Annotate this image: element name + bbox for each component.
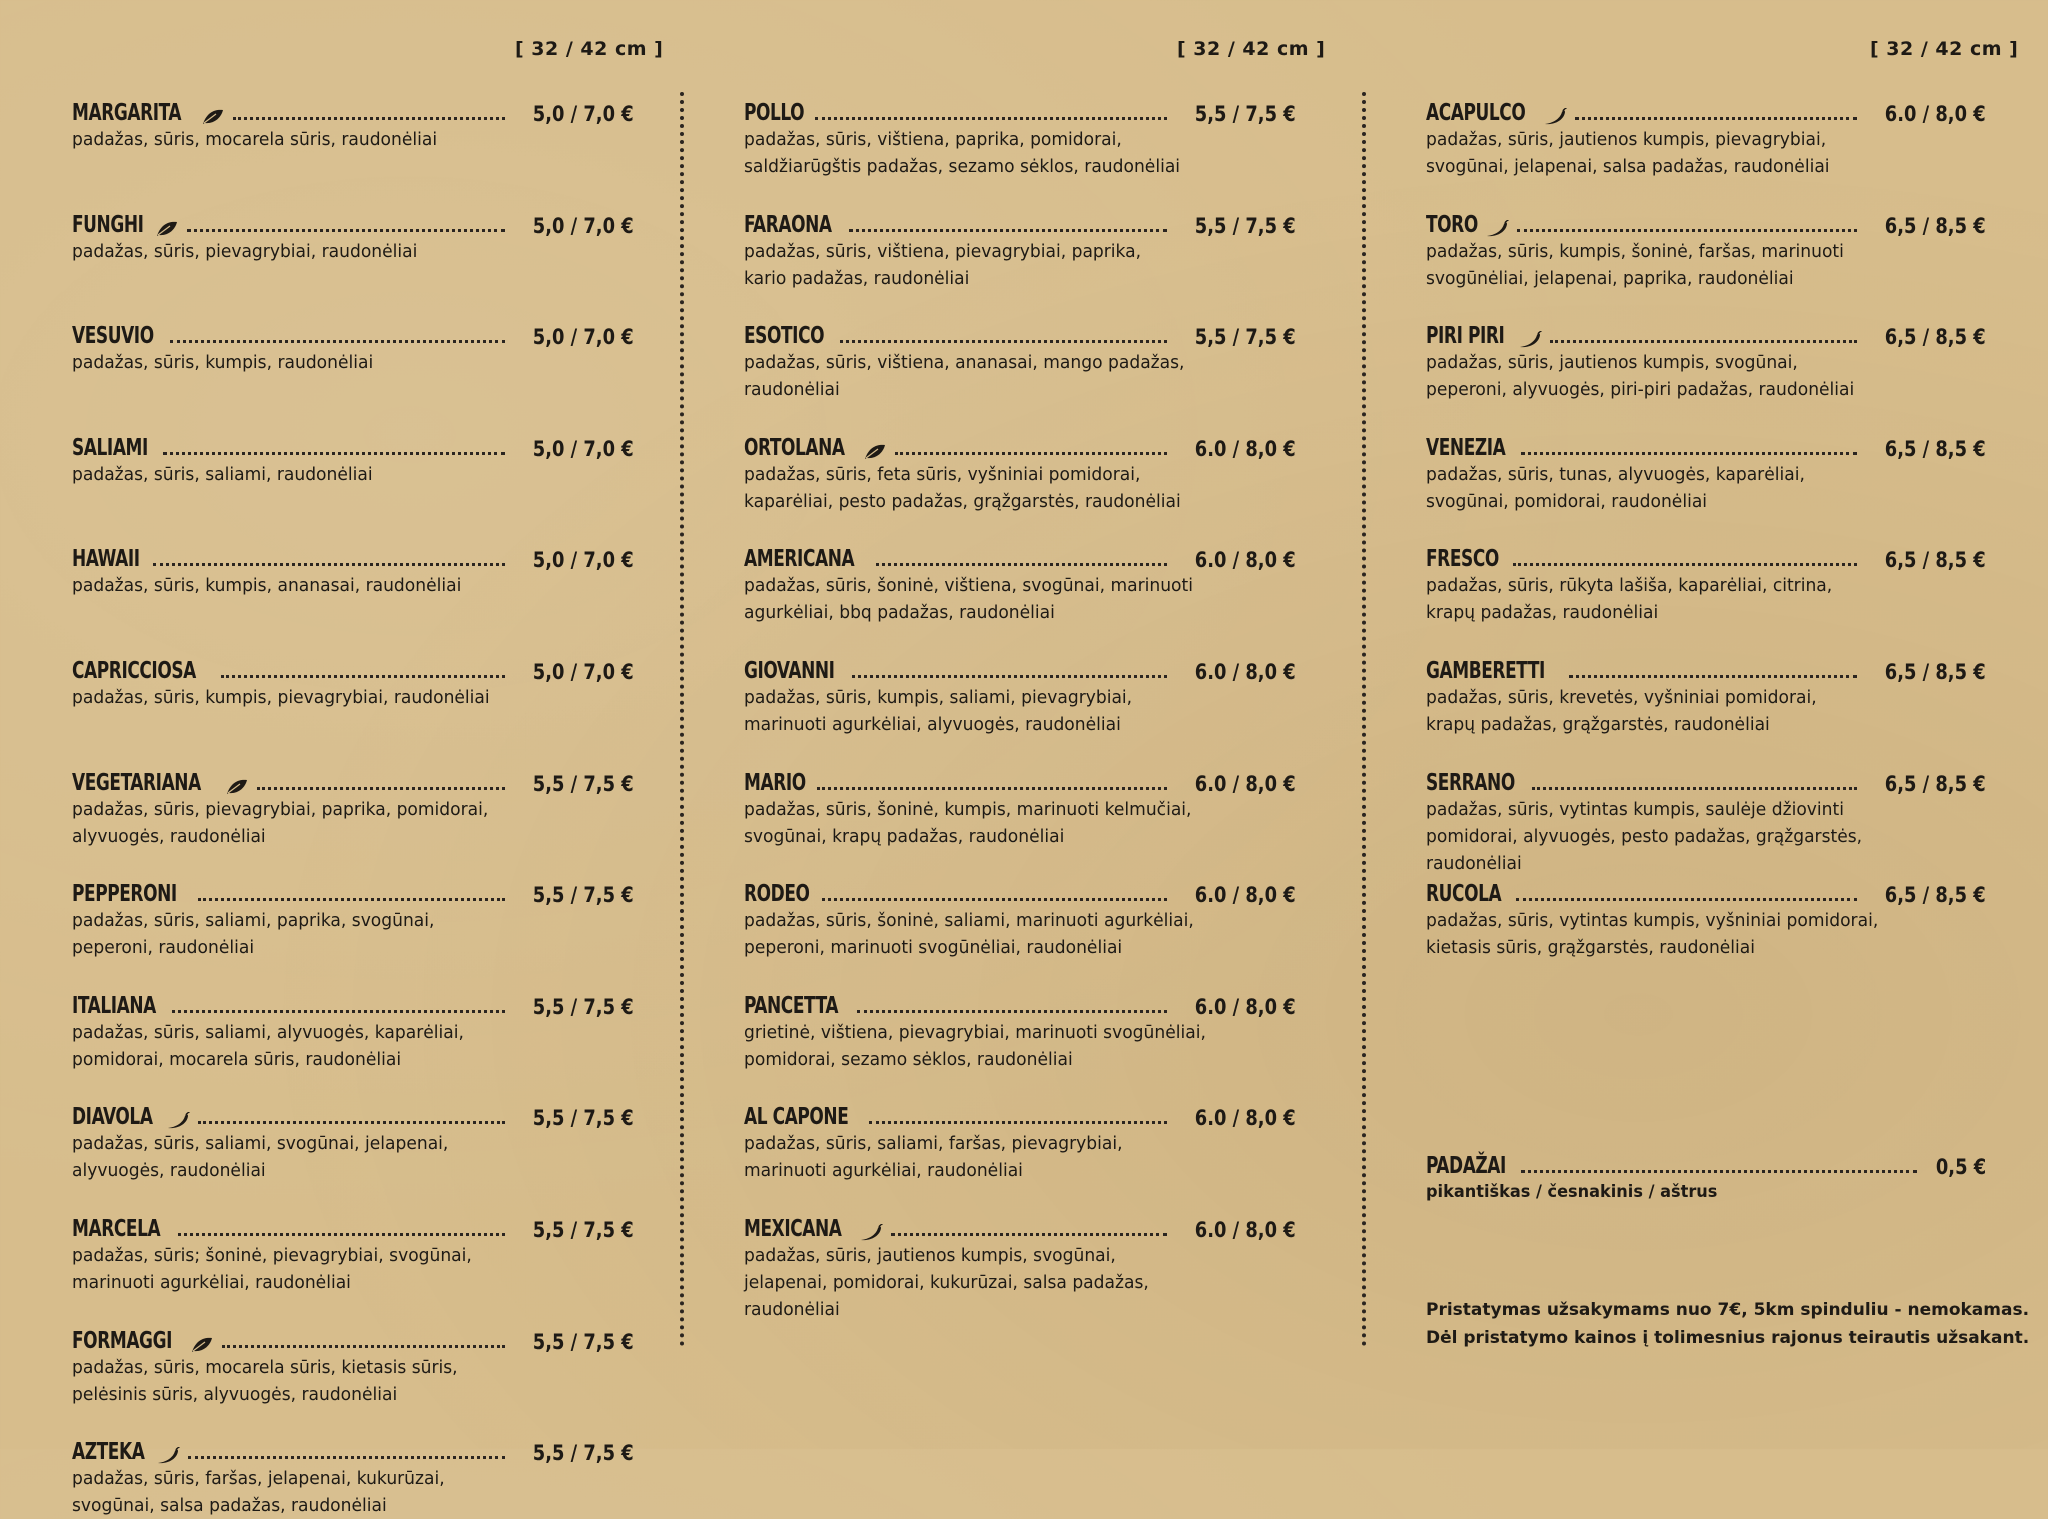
menu-item bbox=[1426, 873, 1986, 961]
dot-leader bbox=[1517, 229, 1857, 232]
menu-item-header bbox=[744, 204, 1296, 238]
menu-item bbox=[72, 650, 634, 711]
menu-item-price: 5,5 / 7,5 € bbox=[533, 883, 634, 908]
description-line: padažas, sūris, kumpis, ananasai, raudonėliai bbox=[72, 575, 462, 597]
menu-item-description bbox=[72, 907, 606, 961]
menu-item-header bbox=[72, 1096, 634, 1130]
dot-leader bbox=[857, 1010, 1168, 1013]
menu-item-name: RUCOLA bbox=[1426, 881, 1502, 908]
menu-item-price: 5,0 / 7,0 € bbox=[533, 102, 634, 126]
spicy-chili-icon bbox=[156, 1447, 180, 1465]
dot-leader bbox=[198, 898, 506, 901]
menu-item-name: ORTOLANA bbox=[744, 434, 845, 461]
description-line: pelėsinis sūris, alyvuogės, raudonėliai bbox=[72, 1383, 398, 1405]
menu-item bbox=[744, 315, 1296, 403]
menu-item-price: 5,0 / 7,0 € bbox=[533, 548, 634, 573]
menu-item-description bbox=[744, 796, 1268, 850]
menu-item-description bbox=[744, 238, 1268, 292]
menu-item-description bbox=[1426, 461, 1958, 515]
menu-item bbox=[72, 1208, 634, 1296]
menu-item-price: 6,5 / 8,5 € bbox=[1885, 883, 1986, 908]
dot-leader bbox=[187, 229, 505, 232]
delivery-line: Dėl pristatymo kainos į tolimesnius rajonus teirautis užsakant. bbox=[1426, 1328, 2030, 1348]
menu-item-header bbox=[744, 538, 1296, 572]
menu-item-name: MARIO bbox=[744, 769, 806, 796]
description-line: padažas, sūris, vytintas kumpis, saulėje džiovinti bbox=[1426, 798, 1844, 820]
menu-item bbox=[744, 1096, 1296, 1184]
menu-item-header bbox=[1426, 650, 1986, 684]
menu-item-description bbox=[744, 126, 1268, 180]
menu-item-price: 5,5 / 7,5 € bbox=[1195, 325, 1296, 350]
menu-item-header bbox=[72, 873, 634, 907]
menu-item-header bbox=[72, 538, 634, 572]
dot-leader bbox=[1516, 898, 1858, 901]
description-line: pomidorai, mocarela sūris, raudonėliai bbox=[72, 1048, 402, 1070]
menu-item-description bbox=[72, 1019, 606, 1073]
spicy-chili-icon bbox=[1543, 108, 1567, 126]
menu-item bbox=[72, 204, 634, 265]
description-line: svogūnai, pomidorai, raudonėliai bbox=[1426, 490, 1708, 512]
menu-item-description bbox=[744, 572, 1268, 626]
description-line: padažas, sūris, mocarela sūris, raudonėliai bbox=[72, 129, 438, 150]
menu-item bbox=[1426, 538, 1986, 626]
menu-item-header bbox=[72, 204, 634, 238]
menu-item-header bbox=[1426, 538, 1986, 572]
menu-item-description bbox=[744, 1242, 1268, 1323]
menu-item-name: FARAONA bbox=[744, 211, 832, 238]
description-line: svogūnai, jelapenai, salsa padažas, raudonėliai bbox=[1426, 156, 1830, 177]
menu-item-name: AL CAPONE bbox=[744, 1104, 849, 1131]
dot-leader bbox=[869, 1121, 1167, 1124]
description-line: padažas, sūris, mocarela sūris, kietasis sūris, bbox=[72, 1356, 458, 1378]
dot-leader bbox=[257, 787, 505, 790]
menu-item bbox=[744, 1208, 1296, 1323]
dot-leader bbox=[895, 452, 1168, 455]
description-line: padažas, sūris, jautienos kumpis, svogūnai, bbox=[1426, 352, 1798, 374]
description-line: svogūnai, krapų padažas, raudonėliai bbox=[744, 825, 1065, 847]
menu-item-price: 5,0 / 7,0 € bbox=[533, 660, 634, 684]
menu-item bbox=[744, 762, 1296, 850]
menu-item-name: TORO bbox=[1426, 211, 1478, 238]
dot-leader bbox=[891, 1233, 1167, 1236]
description-line: agurkėliai, bbq padažas, raudonėliai bbox=[744, 602, 1055, 624]
size-header-col1: [ 32 / 42 cm ] bbox=[515, 38, 664, 60]
menu-item-price: 6,5 / 8,5 € bbox=[1885, 548, 1986, 573]
menu-item-price: 5,5 / 7,5 € bbox=[533, 1106, 634, 1131]
menu-item-description bbox=[1426, 907, 1958, 961]
description-line: padažas, sūris, jautienos kumpis, pievagrybiai, bbox=[1426, 129, 1827, 150]
menu-item bbox=[744, 204, 1296, 292]
dot-leader bbox=[1521, 452, 1858, 455]
menu-item-description bbox=[72, 238, 606, 265]
menu-item-description bbox=[72, 1465, 606, 1519]
menu-item-name: ESOTICO bbox=[744, 323, 825, 350]
menu-item bbox=[72, 1431, 634, 1519]
menu-item-description bbox=[72, 684, 606, 711]
description-line: padažas, sūris; šoninė, pievagrybiai, svogūnai, bbox=[72, 1245, 472, 1266]
menu-item-description bbox=[744, 461, 1268, 515]
dot-leader bbox=[221, 675, 505, 678]
menu-item-description bbox=[72, 572, 606, 599]
description-line: svogūnėliai, jelapenai, paprika, raudonėliai bbox=[1426, 267, 1794, 289]
menu-item-header bbox=[72, 650, 634, 684]
menu-item-header bbox=[72, 762, 634, 796]
dot-leader bbox=[852, 675, 1167, 678]
menu-item-name: GIOVANNI bbox=[744, 658, 835, 684]
menu-item-price: 5,0 / 7,0 € bbox=[533, 325, 634, 350]
description-line: padažas, sūris, kumpis, saliami, pievagrybiai, bbox=[744, 687, 1133, 708]
size-header-col2: [ 32 / 42 cm ] bbox=[1177, 38, 1326, 60]
sauces-header bbox=[1426, 1145, 1986, 1179]
description-line: raudonėliai bbox=[744, 1299, 840, 1320]
description-line: padažas, sūris, saliami, paprika, svogūnai, bbox=[72, 910, 435, 932]
description-line: padažas, sūris, vištiena, paprika, pomidorai, bbox=[744, 129, 1122, 150]
description-line: padažas, sūris, feta sūris, vyšniniai pomidorai, bbox=[744, 463, 1141, 485]
menu-item bbox=[744, 650, 1296, 738]
menu-item-description bbox=[744, 349, 1268, 403]
description-line: kaparėliai, pesto padažas, grąžgarstės, raudonėliai bbox=[744, 490, 1181, 512]
menu-item-description bbox=[72, 1242, 606, 1296]
menu-item-header bbox=[744, 650, 1296, 684]
vegetarian-leaf-icon bbox=[155, 220, 179, 238]
menu-item-price: 6.0 / 8,0 € bbox=[1195, 771, 1296, 796]
description-line: svogūnai, salsa padažas, raudonėliai bbox=[72, 1495, 387, 1517]
dot-leader bbox=[817, 787, 1167, 790]
menu-item-description bbox=[72, 126, 606, 153]
description-line: peperoni, marinuoti svogūnėliai, raudonėliai bbox=[744, 937, 1123, 959]
sauces-price: 0,5 € bbox=[1935, 1155, 1986, 1179]
menu-item-description bbox=[744, 1130, 1268, 1184]
menu-item-name: AMERICANA bbox=[744, 546, 855, 573]
menu-item-description bbox=[72, 1354, 606, 1408]
menu-item-header bbox=[1426, 427, 1986, 461]
description-line: marinuoti agurkėliai, raudonėliai bbox=[744, 1160, 1023, 1182]
menu-item-header bbox=[1426, 762, 1986, 796]
dot-leader bbox=[822, 898, 1167, 901]
menu-item-name: CAPRICCIOSA bbox=[72, 658, 196, 684]
description-line: padažas, sūris, vištiena, ananasai, mango padažas, bbox=[744, 352, 1185, 374]
dot-leader bbox=[170, 340, 506, 343]
dot-leader bbox=[1550, 340, 1858, 343]
menu-item bbox=[1426, 427, 1986, 515]
description-line: padažas, sūris, rūkyta lašiša, kaparėliai, citrina, bbox=[1426, 575, 1833, 597]
menu-item-description bbox=[1426, 238, 1958, 292]
description-line: padažas, sūris, vytintas kumpis, vyšniniai pomidorai, bbox=[1426, 910, 1879, 932]
description-line: padažas, sūris, kumpis, šoninė, faršas, marinuoti bbox=[1426, 240, 1844, 262]
menu-item-header bbox=[744, 1208, 1296, 1242]
menu-item bbox=[72, 1320, 634, 1408]
description-line: padažas, sūris, krevetės, vyšniniai pomidorai, bbox=[1426, 687, 1817, 708]
description-line: padažas, sūris, jautienos kumpis, svogūnai, bbox=[744, 1245, 1116, 1266]
menu-item-price: 5,5 / 7,5 € bbox=[1195, 213, 1296, 238]
menu-item-description bbox=[744, 684, 1268, 738]
menu-item-price: 5,5 / 7,5 € bbox=[533, 1441, 634, 1466]
menu-item-price: 6.0 / 8,0 € bbox=[1195, 883, 1296, 908]
menu-item bbox=[744, 873, 1296, 961]
dot-leader bbox=[222, 1345, 505, 1348]
menu-item-description bbox=[744, 907, 1268, 961]
menu-item-price: 6,5 / 8,5 € bbox=[1885, 325, 1986, 350]
menu-item-name: ITALIANA bbox=[72, 992, 156, 1019]
description-line: padažas, sūris, faršas, jelapenai, kukurūzai, bbox=[72, 1468, 445, 1490]
description-line: padažas, sūris, tunas, alyvuogės, kaparėliai, bbox=[1426, 463, 1805, 485]
menu-item-header bbox=[744, 315, 1296, 349]
menu-item-price: 6.0 / 8,0 € bbox=[1195, 1106, 1296, 1131]
menu-item-description bbox=[1426, 684, 1958, 738]
menu-item-header bbox=[72, 1320, 634, 1354]
menu-item-name: AZTEKA bbox=[72, 1439, 145, 1466]
menu-item-name: SERRANO bbox=[1426, 769, 1515, 796]
menu-item-price: 5,0 / 7,0 € bbox=[533, 436, 634, 461]
description-line: marinuoti agurkėliai, raudonėliai bbox=[72, 1272, 351, 1293]
menu-item-name: VENEZIA bbox=[1426, 434, 1506, 461]
dot-leader bbox=[188, 1456, 505, 1459]
vegetarian-leaf-icon bbox=[201, 108, 225, 126]
menu-item bbox=[744, 538, 1296, 626]
description-line: padažas, sūris, pievagrybiai, raudonėliai bbox=[72, 240, 418, 262]
sauces-options: pikantiškas / česnakinis / aštrus bbox=[1426, 1182, 1718, 1202]
dot-leader bbox=[1513, 563, 1857, 566]
sauces-section bbox=[1426, 1145, 1986, 1215]
vegetarian-leaf-icon bbox=[225, 778, 249, 796]
dot-leader bbox=[1521, 1170, 1916, 1173]
menu-item-price: 5,0 / 7,0 € bbox=[533, 213, 634, 238]
menu-item-description bbox=[1426, 349, 1958, 403]
dot-leader bbox=[1569, 675, 1857, 678]
menu-item-description bbox=[72, 796, 606, 850]
menu-item-header bbox=[72, 985, 634, 1019]
description-line: alyvuogės, raudonėliai bbox=[72, 1160, 266, 1182]
menu-item-header bbox=[744, 762, 1296, 796]
menu-item-header bbox=[72, 92, 634, 126]
menu-item-description bbox=[72, 461, 606, 488]
menu-item-name: PANCETTA bbox=[744, 992, 839, 1019]
vegetarian-leaf-icon bbox=[190, 1336, 214, 1354]
description-line: grietinė, vištiena, pievagrybiai, marinuoti svogūnėliai, bbox=[744, 1021, 1206, 1043]
size-header-col3: [ 32 / 42 cm ] bbox=[1870, 38, 2019, 60]
dot-leader bbox=[153, 563, 506, 566]
menu-item bbox=[1426, 92, 1986, 180]
menu-item-name: POLLO bbox=[744, 100, 805, 126]
menu-item-description bbox=[1426, 796, 1958, 877]
menu-item-name: FORMAGGI bbox=[72, 1327, 172, 1354]
menu-item bbox=[1426, 204, 1986, 292]
description-line: padažas, sūris, saliami, svogūnai, jelapenai, bbox=[72, 1133, 449, 1155]
menu-item-header bbox=[1426, 92, 1986, 126]
dot-leader bbox=[1532, 787, 1857, 790]
menu-item-header bbox=[72, 1208, 634, 1242]
menu-item-name: GAMBERETTI bbox=[1426, 658, 1545, 684]
description-line: jelapenai, pomidorai, kukurūzai, salsa padažas, bbox=[744, 1272, 1149, 1293]
menu-item-name: SALIAMI bbox=[72, 434, 148, 461]
menu-item bbox=[744, 427, 1296, 515]
description-line: pomidorai, sezamo sėklos, raudonėliai bbox=[744, 1048, 1073, 1070]
menu-item-price: 6.0 / 8,0 € bbox=[1195, 548, 1296, 573]
menu-item-name: ACAPULCO bbox=[1426, 100, 1526, 126]
menu-item bbox=[1426, 650, 1986, 738]
menu-item-price: 6,5 / 8,5 € bbox=[1885, 660, 1986, 684]
dot-leader bbox=[163, 452, 506, 455]
dot-leader bbox=[849, 229, 1167, 232]
menu-item-price: 6,5 / 8,5 € bbox=[1885, 436, 1986, 461]
menu-item bbox=[72, 985, 634, 1073]
menu-item-header bbox=[72, 427, 634, 461]
menu-item-header bbox=[744, 92, 1296, 126]
description-line: padažas, sūris, šoninė, saliami, marinuoti agurkėliai, bbox=[744, 910, 1194, 932]
description-line: padažas, sūris, šoninė, kumpis, marinuoti kelmučiai, bbox=[744, 798, 1192, 820]
dot-leader bbox=[876, 563, 1167, 566]
delivery-note bbox=[1426, 1296, 2029, 1352]
menu-item bbox=[72, 315, 634, 376]
menu-item bbox=[72, 92, 634, 153]
description-line: padažas, sūris, vištiena, pievagrybiai, paprika, bbox=[744, 240, 1142, 262]
menu-item-price: 5,5 / 7,5 € bbox=[533, 994, 634, 1019]
spicy-chili-icon bbox=[859, 1224, 883, 1242]
description-line: padažas, sūris, saliami, raudonėliai bbox=[72, 463, 373, 485]
dot-leader bbox=[172, 1010, 505, 1013]
menu-item-price: 6,5 / 8,5 € bbox=[1885, 213, 1986, 238]
spicy-chili-icon bbox=[166, 1112, 190, 1130]
description-line: alyvuogės, raudonėliai bbox=[72, 825, 266, 847]
menu-item bbox=[1426, 762, 1986, 877]
menu-item-description bbox=[744, 1019, 1268, 1073]
dot-leader bbox=[1575, 117, 1857, 120]
menu-item-price: 6.0 / 8,0 € bbox=[1195, 436, 1296, 461]
dot-leader bbox=[233, 117, 505, 120]
menu-item-header bbox=[744, 873, 1296, 907]
description-line: kario padažas, raudonėliai bbox=[744, 267, 970, 289]
dot-leader bbox=[815, 117, 1167, 120]
menu-item-name: MARCELA bbox=[72, 1216, 161, 1242]
menu-item-price: 6.0 / 8,0 € bbox=[1885, 102, 1986, 126]
description-line: padažas, sūris, saliami, faršas, pievagrybiai, bbox=[744, 1133, 1123, 1155]
description-line: krapų padažas, grąžgarstės, raudonėliai bbox=[1426, 714, 1770, 735]
menu-item-header bbox=[72, 1431, 634, 1465]
menu-item-header bbox=[744, 427, 1296, 461]
menu-item bbox=[72, 1096, 634, 1184]
menu-item-price: 6.0 / 8,0 € bbox=[1195, 660, 1296, 684]
description-line: peperoni, alyvuogės, piri-piri padažas, raudonėliai bbox=[1426, 379, 1855, 401]
dot-leader bbox=[178, 1233, 506, 1236]
menu-item-name: DIAVOLA bbox=[72, 1104, 153, 1131]
description-line: raudonėliai bbox=[744, 379, 840, 401]
description-line: kietasis sūris, grąžgarstės, raudonėliai bbox=[1426, 937, 1756, 959]
menu-item-price: 5,5 / 7,5 € bbox=[533, 1218, 634, 1242]
column-separator bbox=[1362, 92, 1366, 1347]
menu-item-name: FUNGHI bbox=[72, 211, 144, 238]
menu-item-name: PEPPERONI bbox=[72, 881, 177, 908]
menu-item-header bbox=[1426, 315, 1986, 349]
menu-item-name: MARGARITA bbox=[72, 100, 182, 126]
menu-item-description bbox=[1426, 126, 1958, 180]
menu-item-name: HAWAII bbox=[72, 546, 140, 573]
description-line: krapų padažas, raudonėliai bbox=[1426, 602, 1659, 624]
menu-item-header bbox=[72, 315, 634, 349]
menu-item-price: 6.0 / 8,0 € bbox=[1195, 1218, 1296, 1242]
menu-item-price: 5,5 / 7,5 € bbox=[1195, 102, 1296, 126]
spicy-chili-icon bbox=[1518, 331, 1542, 349]
menu-item-price: 5,5 / 7,5 € bbox=[533, 771, 634, 796]
menu-item-name: RODEO bbox=[744, 881, 810, 908]
dot-leader bbox=[840, 340, 1168, 343]
menu-item-description bbox=[72, 1130, 606, 1184]
description-line: padažas, sūris, saliami, alyvuogės, kaparėliai, bbox=[72, 1021, 464, 1043]
menu-item-header bbox=[1426, 204, 1986, 238]
description-line: padažas, sūris, kumpis, pievagrybiai, raudonėliai bbox=[72, 687, 490, 708]
description-line: padažas, sūris, pievagrybiai, paprika, pomidorai, bbox=[72, 798, 489, 820]
menu-item-price: 6.0 / 8,0 € bbox=[1195, 994, 1296, 1019]
sauces-name: PADAŽAI bbox=[1426, 1153, 1506, 1179]
menu-item-description bbox=[1426, 572, 1958, 626]
dot-leader bbox=[198, 1121, 505, 1124]
description-line: pomidorai, alyvuogės, pesto padažas, grąžgarstės, bbox=[1426, 825, 1863, 847]
menu-item bbox=[72, 762, 634, 850]
description-line: padažas, sūris, šoninė, vištiena, svogūnai, marinuoti bbox=[744, 575, 1193, 597]
description-line: padažas, sūris, kumpis, raudonėliai bbox=[72, 352, 374, 374]
menu-item bbox=[1426, 315, 1986, 403]
menu-item-description bbox=[72, 349, 606, 376]
delivery-line: Pristatymas užsakymams nuo 7€, 5km spinduliu - nemokamas. bbox=[1426, 1300, 2030, 1320]
menu-item-header bbox=[744, 985, 1296, 1019]
vegetarian-leaf-icon bbox=[863, 443, 887, 461]
description-line: peperoni, raudonėliai bbox=[72, 937, 255, 959]
menu-item-name: MEXICANA bbox=[744, 1216, 842, 1242]
menu-item bbox=[72, 873, 634, 961]
menu-item bbox=[744, 985, 1296, 1073]
description-line: raudonėliai bbox=[1426, 852, 1522, 874]
column-separator bbox=[680, 92, 684, 1347]
menu-item-header bbox=[744, 1096, 1296, 1130]
description-line: marinuoti agurkėliai, alyvuogės, raudonėliai bbox=[744, 714, 1121, 735]
menu-item-name: PIRI PIRI bbox=[1426, 323, 1505, 350]
menu-item bbox=[72, 427, 634, 488]
menu-item-price: 5,5 / 7,5 € bbox=[533, 1329, 634, 1354]
description-line: saldžiarūgštis padažas, sezamo sėklos, raudonėliai bbox=[744, 156, 1181, 177]
menu-item-name: FRESCO bbox=[1426, 546, 1499, 573]
spicy-chili-icon bbox=[1485, 220, 1509, 238]
menu-item bbox=[744, 92, 1296, 180]
menu-item-name: VESUVIO bbox=[72, 323, 154, 350]
menu-item-name: VEGETARIANA bbox=[72, 769, 201, 796]
menu-item bbox=[72, 538, 634, 599]
menu-item-header bbox=[1426, 873, 1986, 907]
menu-item-price: 6,5 / 8,5 € bbox=[1885, 771, 1986, 796]
